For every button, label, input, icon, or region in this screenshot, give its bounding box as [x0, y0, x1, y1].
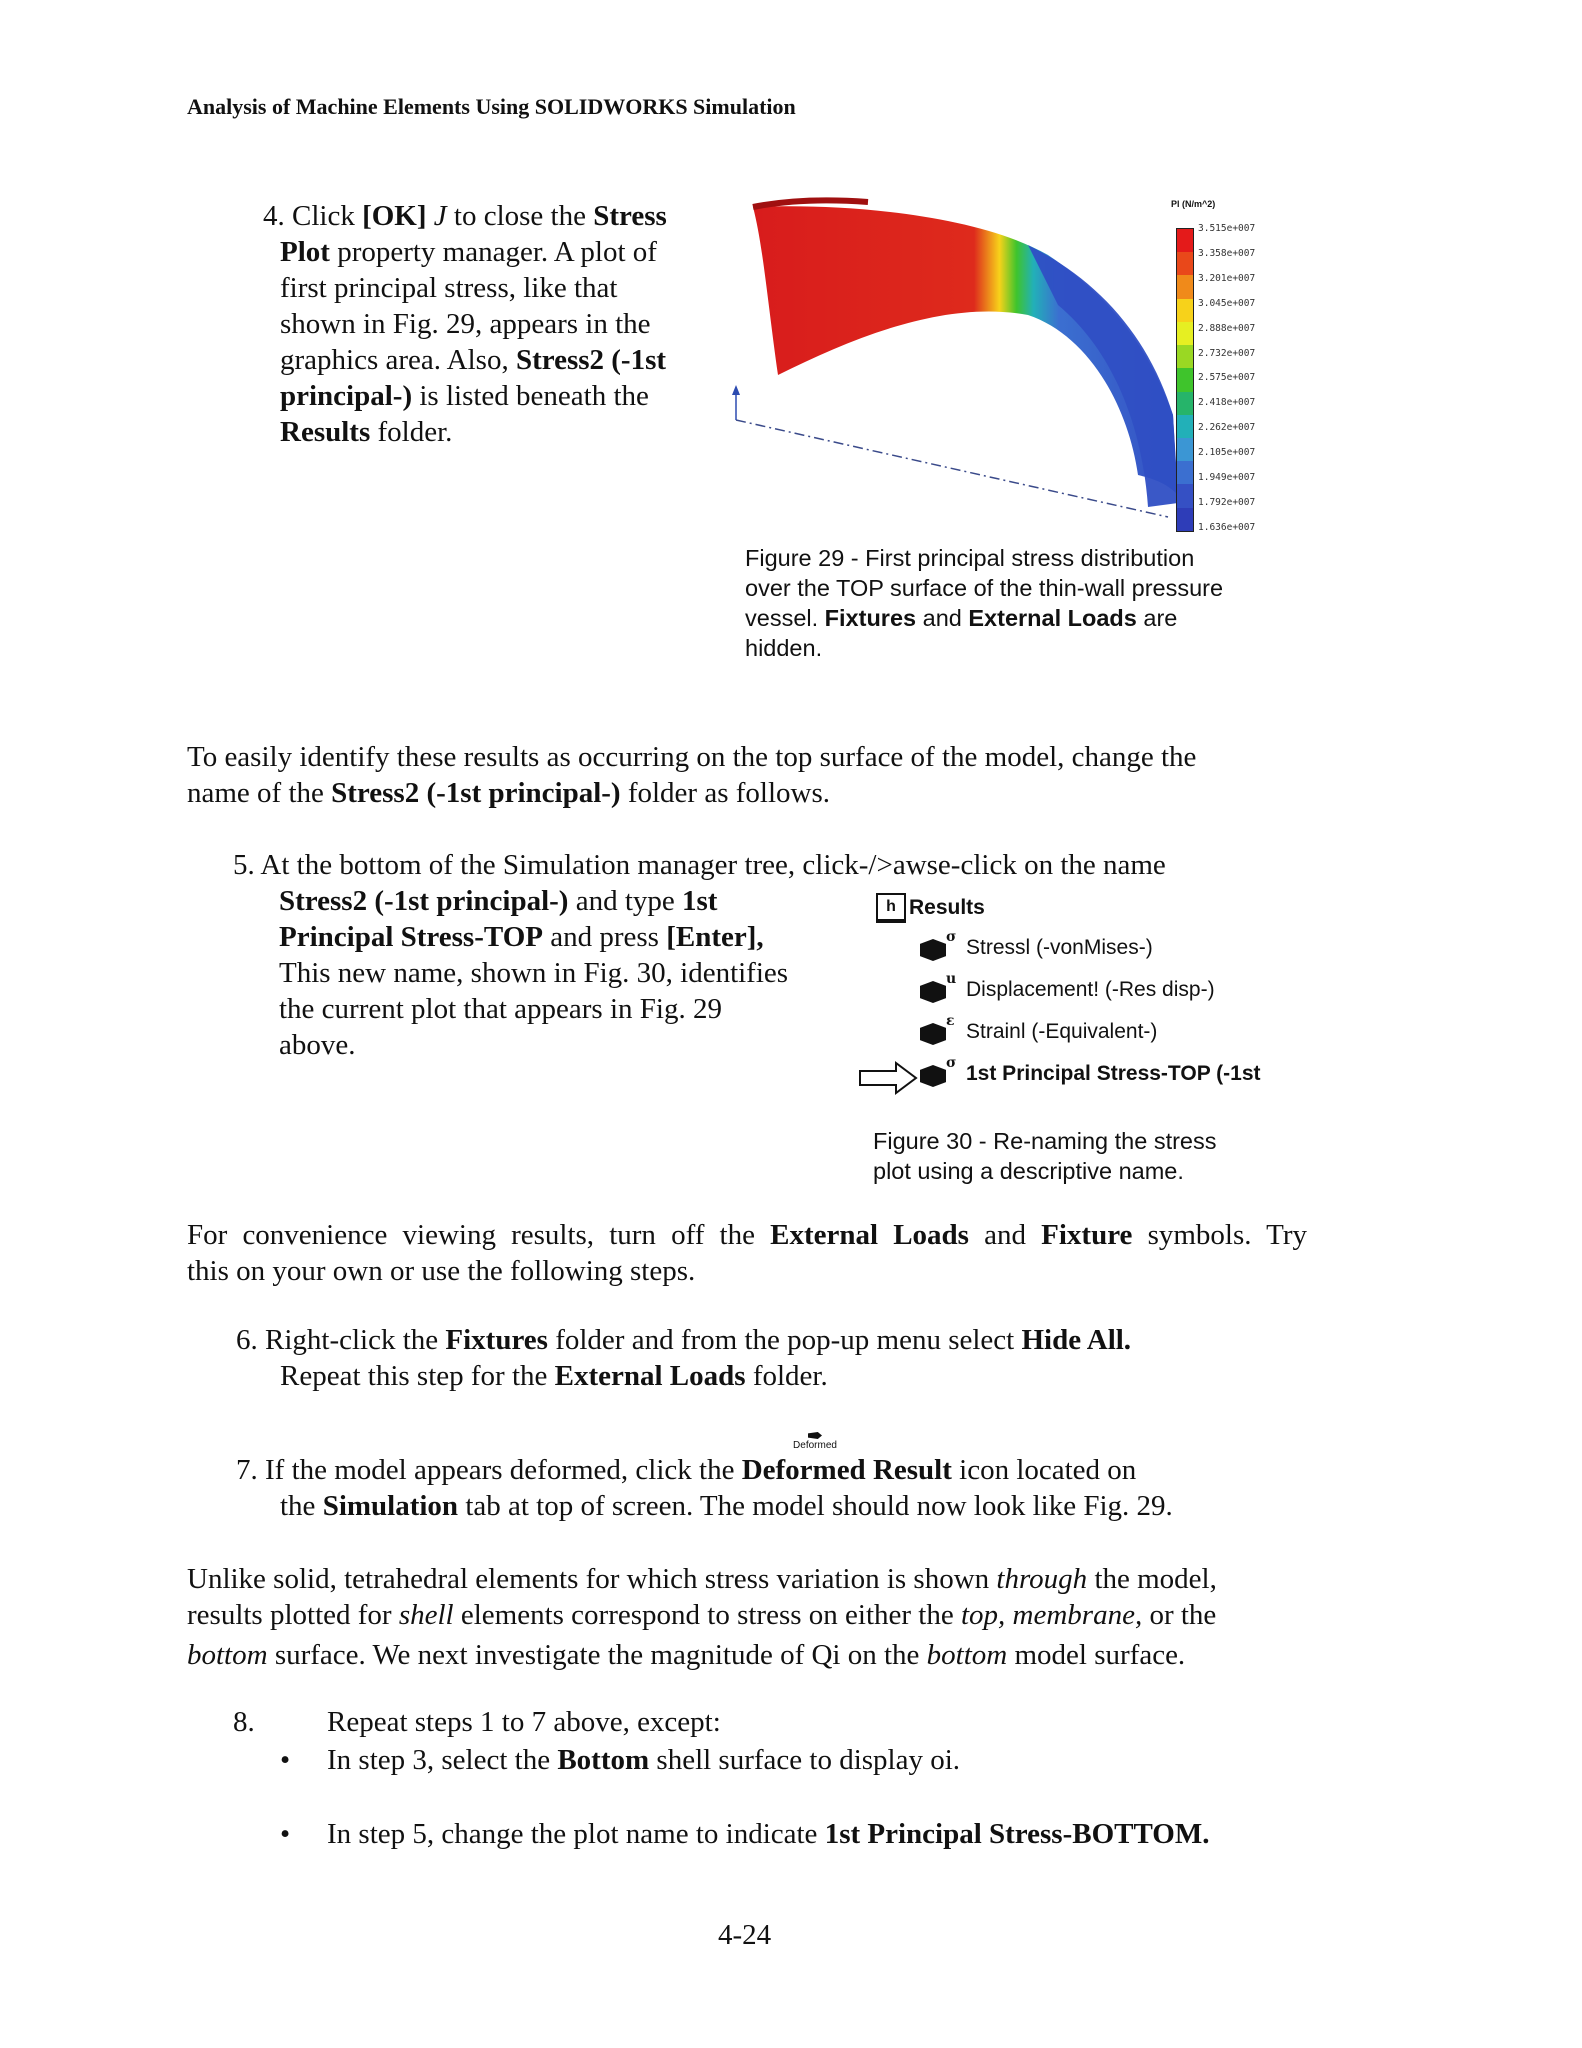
- step-8: 8. Repeat steps 1 to 7 above, except: • In step 3, select the Bottom shell surface to display oi. • In step 5, change the plot name to indicate 1st Principal Stress-BOTTOM.: [233, 1706, 1210, 1850]
- step-4: 4. Click [OK] J to close the Stress Plot property manager. A plot of first principal stress, like that shown in Fig. 29, appears in the graphics area. Also, Stress2 (-1st principal-) is listed beneath the Results folder.: [263, 200, 667, 448]
- legend-segment: [1177, 508, 1193, 531]
- legend-segment: [1177, 415, 1193, 438]
- step-6: 6. Right-click the Fixtures folder and from the pop-up menu select Hide All. Repeat this step for the External Loads folder.: [236, 1324, 1132, 1392]
- tree-item-strain1[interactable]: ε Strainl (-Equivalent-): [920, 1017, 1157, 1047]
- stress-plot-icon: σ: [920, 1059, 954, 1089]
- paragraph-rename-intro: To easily identify these results as occurring on the top surface of the model, change the name of the Stress2 (-1st principal-) folder as follows.: [187, 741, 1197, 809]
- legend-value: 3.515e+007: [1198, 223, 1256, 234]
- legend-value: 1.949e+007: [1198, 472, 1256, 484]
- legend-segment: [1177, 229, 1193, 252]
- legend-segment: [1177, 368, 1193, 391]
- legend-value: 3.201e+007: [1198, 272, 1256, 284]
- figure-30-results-tree: [858, 893, 1318, 1113]
- legend-value: 2.105e+007: [1198, 447, 1256, 459]
- page-number: 4-24: [718, 1919, 772, 1951]
- legend-color-bar: [1176, 228, 1194, 532]
- legend-segment: [1177, 252, 1193, 275]
- bullet-item-1: In step 3, select the Bottom shell surface to display oi.: [327, 1744, 961, 1776]
- figure-29-caption: Figure 29 - First principal stress distribution over the TOP surface of the thin-wall pressure vessel. Fixtures and External Loads are hidden.: [745, 545, 1224, 661]
- legend-title: Pl (N/m^2): [1171, 199, 1216, 209]
- stress-plot-icon: σ: [920, 933, 954, 963]
- tree-item-displacement1[interactable]: u Displacement! (-Res disp-): [920, 975, 1215, 1005]
- legend-segment: [1177, 392, 1193, 415]
- bullet-2: •: [280, 1818, 291, 1850]
- figure-29: [728, 185, 1268, 535]
- legend-segment: [1177, 484, 1193, 507]
- legend-segment: [1177, 322, 1193, 345]
- legend-value: 2.732e+007: [1198, 347, 1256, 359]
- tree-item-principal-top[interactable]: σ 1st Principal Stress-TOP (-1st: [920, 1059, 1261, 1089]
- tree-item-stress1[interactable]: σ Stressl (-vonMises-): [920, 933, 1153, 963]
- legend-segment: [1177, 275, 1193, 298]
- legend-segment: [1177, 299, 1193, 322]
- step-7: 7. If the model appears deformed, click the Deformed Result icon located on the Simulation tab at top of screen. The model should now look like Fig. 29.: [236, 1454, 1173, 1522]
- legend-value: 2.418e+007: [1198, 397, 1256, 409]
- legend-segment: [1177, 438, 1193, 461]
- running-header: Analysis of Machine Elements Using SOLIDWORKS Simulation: [187, 94, 796, 119]
- legend-value: 1.792e+007: [1198, 497, 1256, 509]
- deformed-result-icon: Deformed: [790, 1432, 840, 1454]
- symmetry-axis: [736, 420, 1168, 517]
- legend-segment: [1177, 461, 1193, 484]
- figure-30-caption: Figure 30 - Re-naming the stress plot using a descriptive name.: [873, 1128, 1217, 1184]
- bullet-1: •: [280, 1744, 291, 1776]
- paragraph-hide-symbols: For convenience viewing results, turn off the External Loads and Fixture symbols. Try this on your own or use the following steps.: [187, 1219, 1308, 1287]
- strain-plot-icon: ε: [920, 1017, 954, 1047]
- legend-segment: [1177, 345, 1193, 368]
- legend-value: 3.045e+007: [1198, 297, 1256, 309]
- bullet-item-2: In step 5, change the plot name to indicate 1st Principal Stress-BOTTOM.: [327, 1818, 1210, 1850]
- legend-value: 3.358e+007: [1198, 247, 1256, 259]
- tree-results-folder[interactable]: h Results: [876, 893, 985, 923]
- legend-labels: [1198, 220, 1268, 540]
- step-5: 5. At the bottom of the Simulation manager tree, click-/>awse-click on the name Stress2 (-1st principal-) and type 1st Principal Stress-TOP and press [Enter], This new name, shown in Fig. 30, identifies the current plot that appears in Fig. 29 above.: [233, 849, 1166, 1061]
- legend-value: 2.888e+007: [1198, 322, 1256, 334]
- legend-value: 1.636e+007: [1198, 521, 1256, 533]
- displacement-plot-icon: u: [920, 975, 954, 1005]
- arrow-right-icon: [858, 1061, 920, 1095]
- legend-value: 2.262e+007: [1198, 422, 1256, 434]
- legend-value: 2.575e+007: [1198, 372, 1256, 384]
- results-folder-icon: h: [876, 893, 906, 923]
- paragraph-shell-surfaces: Unlike solid, tetrahedral elements for which stress variation is shown through the model, results plotted for shell elements correspond to stress on either the top, membrane, or the bottom surface. We next investigate the magnitude of Qi on the bottom model surface.: [187, 1563, 1217, 1671]
